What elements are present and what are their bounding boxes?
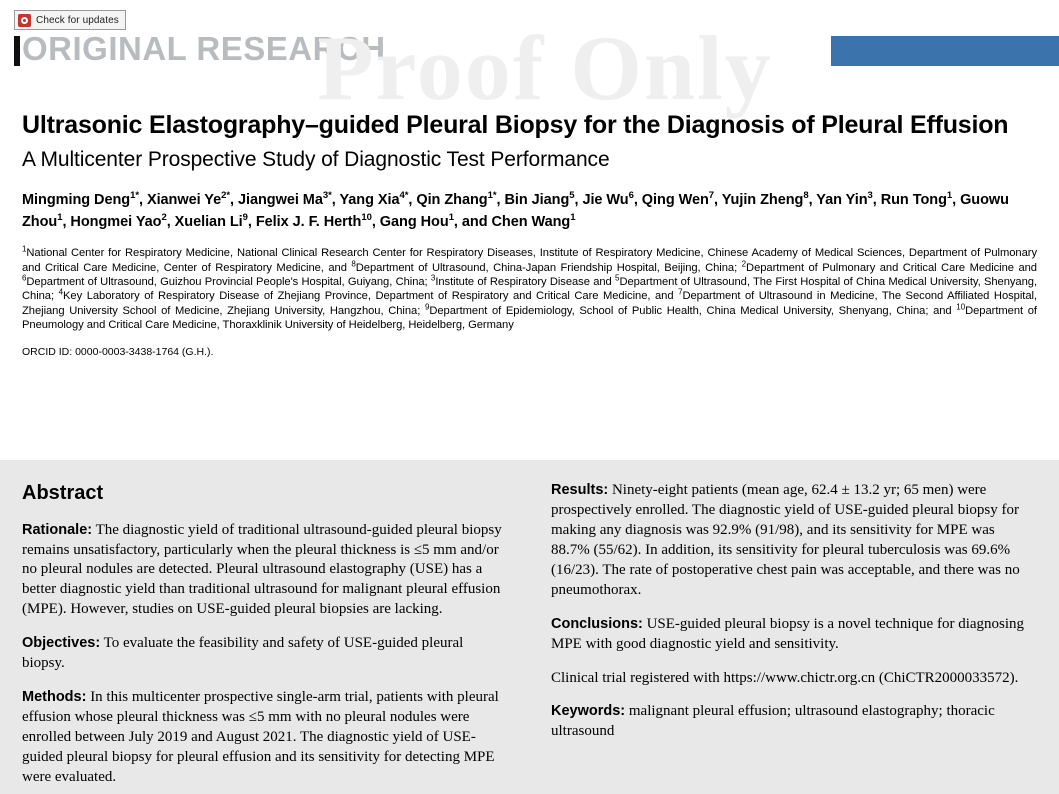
affiliations: $^1$National Center for Respiratory Medicine, National Clinical Research Center for Respiratory Diseases, Institute of Respiratory Medicine, Chinese Academy of Medical Sciences, Department of Pulmonary and Critical Care Medicine, Center of Respiratory Medicine, and $^8$Department of Ultrasound, China-Japan Friendship Hospital, Beijing, China; $^2$Department of Pulmonary and Critical Care Medicine and $^6$Department of Ultrasound, Guizhou Provincial People's Hospital, Guiyang, China; $^3$Institute of Respiratory Disease and $^5$Department of Ultrasound, The First Hospital of China Medical University, Shenyang, China; $^4$Key Laboratory of Respiratory Disease of Zhejiang Province, Department of Respiratory and Critical Care Medicine, and $^7$Department of Ultrasound in Medicine, The Second Affiliated Hospital, Zhejiang University School of Medicine, Zhejiang University, Hangzhou, China; $^9$Department of Epidemiology, School of Public Health, China Medical University, Shenyang, China; and $^{10}$Department of Pneumology and Critical Care Medicine, Thoraxklinik University of Heidelberg, Heidelberg, Germany	[22, 244, 1038, 331]
check-for-updates-badge[interactable]	[14, 10, 126, 30]
page-title: Ultrasonic Elastography–guided Pleural Biopsy for the Diagnosis of Pleural Effusion	[22, 111, 1009, 139]
article-header	[22, 110, 1037, 358]
abstract-paragraph	[22, 688, 507, 788]
abstract-paragraph	[551, 615, 1036, 655]
author-list: Mingming Deng$^{1*}$, Xianwei $Ye^{2*}$, Jiangwei $Ma^{3*}$, Yang Xia$^{4*}$, Qin Zhang$^{1*}$, Bin Jiang$^5$, Jie Wu$^6$, Qing Wen$^7$, Yujin Zheng$^8$, Yan Yin$^3$, Run Tong$^1$, Guowu Zhou$^1$, Hongmei Yao$^2$, Xuelian Li$^9$, Felix J. F. Herth$^{10}$, Gang Hou$^1$, and Chen Wang$^1$	[22, 189, 1009, 230]
abstract-paragraph	[551, 481, 1036, 601]
abstract-section	[0, 460, 1059, 794]
abstract-paragraph-lead: Methods:	[22, 689, 87, 706]
header-accent-bar	[831, 36, 1059, 66]
abstract-right-column	[551, 480, 1036, 780]
abstract-paragraph	[22, 521, 507, 621]
proof-only-watermark: Proof Only	[317, 17, 773, 119]
abstract-paragraph-lead: Rationale:	[22, 521, 93, 538]
clinical-trial-registration	[551, 669, 1036, 689]
abstract-paragraph-text: To evaluate the feasibility and safety of USE-guided pleural biopsy.	[22, 635, 464, 672]
keywords-text: malignant pleural effusion; ultrasound elastography; thoracic ultrasound	[551, 703, 995, 740]
abstract-paragraph-text: Clinical trial registered with https://www.chictr.org.cn (ChiCTR2000033572).	[551, 669, 1019, 686]
keywords	[551, 702, 1036, 742]
keywords-lead: Keywords:	[551, 703, 626, 720]
abstract-paragraph-text: Ninety-eight patients (mean age, 62.4 ± 13.2 yr; 65 men) were prospectively enrolled. The diagnostic yield of USE-guided pleural biopsy for making any diagnosis was 92.9% (91/98), and its sensitivity for MPE was 88.7% (55/62). In addition, its sensitivity for pleural tuberculosis was 69.6% (16/23). The rate of postoperative chest pain was acceptable, and there was no pneumothorax.	[551, 482, 1020, 598]
header-left-rule	[14, 36, 20, 66]
orcid-id: ORCID ID: 0000-0003-3438-1764 (G.H.).	[22, 346, 214, 359]
page-subtitle: A Multicenter Prospective Study of Diagnostic Test Performance	[22, 147, 610, 171]
abstract-paragraph-lead: Results:	[551, 482, 609, 498]
section-kicker: ORIGINAL RESEARCH	[22, 30, 386, 67]
abstract-paragraph-text: In this multicenter prospective single-arm trial, patients with pleural effusion whose pleural thickness was ≤5 mm with no pleural nodules were enrolled between July 2019 and August 2021. The diagnostic yield of USE-guided pleural biopsy for pleural effusion and its sensitivity for detecting MPE were evaluated.	[22, 689, 499, 785]
abstract-left-column	[22, 480, 507, 785]
update-check-icon	[18, 14, 31, 27]
check-for-updates-label: Check for updates	[36, 14, 119, 26]
abstract-paragraph	[22, 634, 507, 674]
abstract-paragraph-lead: Conclusions:	[551, 615, 643, 632]
abstract-paragraph-text: The diagnostic yield of traditional ultrasound-guided pleural biopsy remains unsatisfactory, particularly when the pleural thickness is ≤5 mm and/or no pleural nodules are detected. Pleural ultrasound elastography (USE) has a better diagnostic yield than traditional ultrasound for malignant pleural effusion (MPE). However, studies on USE-guided pleural biopsies are lacking.	[22, 521, 502, 618]
abstract-heading: Abstract	[22, 482, 104, 504]
abstract-paragraph-text: USE-guided pleural biopsy is a novel technique for diagnosing MPE with good diagnostic yield and sensitivity.	[551, 615, 1025, 652]
abstract-paragraph-lead: Objectives:	[22, 635, 101, 652]
journal-header-band	[0, 30, 1059, 67]
